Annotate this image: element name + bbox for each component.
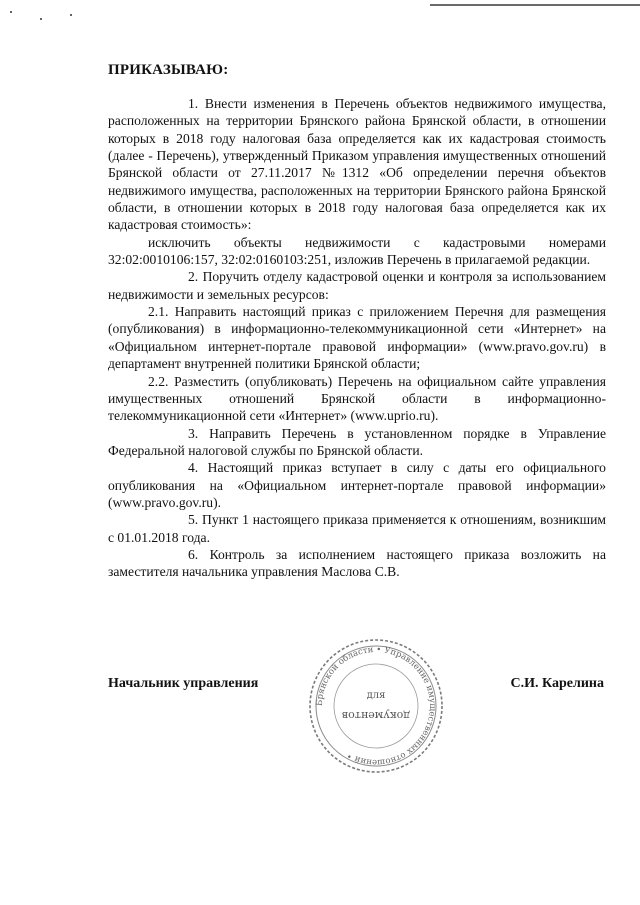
paragraph-number: 2.1. — [148, 304, 169, 320]
paragraph-number: 3. — [188, 425, 199, 441]
order-heading: ПРИКАЗЫВАЮ: — [108, 62, 229, 78]
scan-edge-line — [430, 4, 640, 6]
paragraph-text: Поручить отделу кадастровой оценки и контроля за использованием недвижимости и земельных ресурсов: — [108, 269, 606, 302]
paragraph-text: Пункт 1 настоящего приказа применяется к отношениям, возникшим с 01.01.2018 года. — [108, 512, 606, 545]
paragraph-text: Направить Перечень в установленном порядке в Управление Федеральной налоговой службы по Брянской области. — [108, 425, 607, 458]
order-body — [108, 95, 606, 581]
scan-speck — [40, 18, 42, 20]
paragraph-number: 4. — [188, 460, 199, 476]
paragraph-number: 1. — [188, 96, 199, 111]
paragraph-number: 5. — [188, 512, 199, 528]
stamp-outer-ring — [310, 640, 442, 772]
signature-position: Начальник управления — [108, 676, 259, 691]
paragraph-2-2 — [108, 373, 606, 425]
paragraph-1-sub — [108, 234, 606, 269]
paragraph-5 — [108, 511, 606, 546]
paragraph-number: 2. — [188, 269, 199, 285]
official-stamp — [306, 636, 446, 776]
paragraph-1 — [108, 95, 606, 234]
paragraph-2-1 — [108, 303, 606, 372]
paragraph-text: Контроль за исполнением настоящего приказа возложить на заместителя начальника управления Маслова С.В. — [108, 546, 606, 580]
paragraph-text: Разместить (опубликовать) Перечень на официальном сайте управления имущественных отношений Брянской области в информационно-телекоммуникационной сети «Интернет» (www.uprio.ru). — [108, 373, 606, 424]
stamp-center-ring — [334, 664, 418, 748]
paragraph-text: исключить объекты недвижимости с кадастровыми номерами 32:02:0010106:157, 32:02:0160103:251, изложив Перечень в прилагаемой редакции. — [108, 234, 606, 268]
paragraph-number: 2.2. — [148, 373, 169, 389]
paragraph-text: Внести изменения в Перечень объектов недвижимого имущества, расположенных на территории Брянского района Брянской области, в отношении которых в 2018 году налоговая база определяется как их кадастровая стоимость (далее - Перечень), утвержденный Приказом управления имущественных отношений Брянской области от 27.11.2017 №1312 «Об определении перечня объектов недвижимого имущества, расположенных на территории Брянского района Брянской области, в отношении которых в 2018 году налоговая база определяется как их кадастровая стоимость»: — [108, 96, 606, 233]
paragraph-3 — [108, 425, 606, 460]
paragraph-text: Направить настоящий приказ с приложением Перечня для размещения (опубликования) в информационно-телекоммуникационной сети «Интернет» на «Официальном интернет-портале правовой информации» (www.pravo.gov.ru) в департамент внутренней политики Брянской области; — [108, 304, 606, 372]
paragraph-text: Настоящий приказ вступает в силу с даты его официального опубликования на «Официальном интернет-портале правовой информации» (www.pravo.gov.ru). — [108, 460, 606, 510]
scan-speck — [70, 14, 72, 16]
stamp-center-top: для — [366, 690, 386, 701]
scan-speck — [10, 11, 12, 13]
stamp-outer-text: Брянской области • Управление имущественных отношений • — [314, 644, 438, 768]
paragraph-4 — [108, 459, 606, 511]
paragraph-6 — [108, 546, 606, 581]
stamp-center-bottom: документов — [341, 709, 411, 722]
signatory-name: С.И. Карелина — [510, 676, 604, 691]
paragraph-number: 6. — [188, 546, 199, 562]
paragraph-2 — [108, 268, 606, 303]
